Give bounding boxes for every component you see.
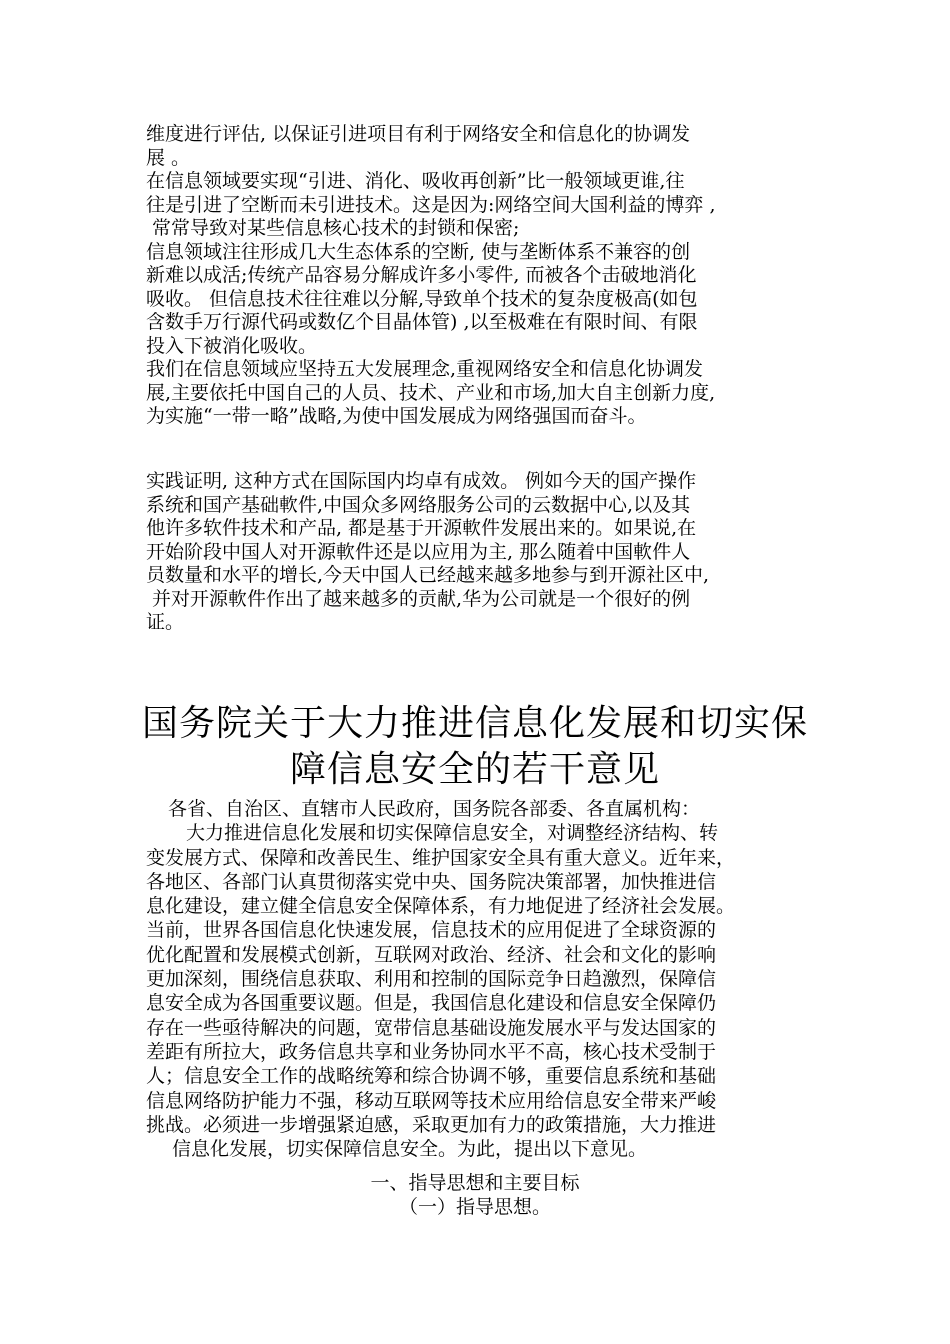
text-line: 息化建设，建立健全信息安全保障体系，有力地促进了经济社会发展。 [146,895,736,918]
text-line: 实践证明, 这种方式在国际国内均卓有成效。 例如今天的国产操作 [146,470,697,492]
text-line: 存在一些亟待解决的问题，宽带信息基础设施发展水平与发达国家的 [146,1016,717,1039]
text-line: 优化配置和发展模式创新，互联网对政治、经济、社会和文化的影响 [146,943,717,966]
text-line: 当前，世界各国信息化快速发展，信息技术的应用促进了全球资源的 [146,919,717,942]
closing-line: 信息化发展，切实保障信息安全。为此，提出以下意见。 [172,1138,648,1161]
document-title-line-1: 国务院关于大力推进信息化发展和切实保 [141,703,808,744]
text-line: 差距有所拉大，政务信息共享和业务协同水平不高，核心技术受制于 [146,1040,717,1063]
document-title-line-2: 障信息安全的若干意见 [289,749,660,790]
text-line: 为实施“一带一略”战略,为使中国发展成为网络强国而奋斗。 [146,405,647,427]
text-line: 人；信息安全工作的战略统筹和综合协调不够，重要信息系统和基础 [146,1065,717,1088]
text-line: 信息领域注往形成几大生态体系的空断, 使与垄断体系不兼容的创 [146,240,691,263]
text-line: 吸收。 但信息技术往往难以分解,导致单个技术的复杂度极高(如包 [146,287,698,310]
text-line: 开始阶段中国人对开源軟件还是以应用为主, 那么随着中国軟件人 [146,540,691,563]
text-line: 系统和国产基础軟件,中国众多网络服务公司的云数据中心,以及其 [146,493,691,516]
text-line: 展 。 [146,146,191,169]
section-1-text [146,123,816,429]
text-line: 投入下被消化吸收。 [146,334,318,357]
salutation: 各省、自治区、直辖市人民政府，国务院各部委、各直属机构： [168,798,701,820]
text-line: 并对开源軟件作出了越来越多的贡献,华为公司就是一个很好的例 [146,587,691,610]
text-line: 更加深刻，围绕信息获取、利用和控制的国际竞争日趋激烈，保障信 [146,968,717,991]
text-line: 展,主要依托中国自己的人员、技术、产业和市场,加大自主创新力度, [146,381,716,404]
text-line: 挑战。必须进一步增强紧迫感，采取更加有力的政策措施，大力推进 [146,1113,717,1136]
text-line: 我们在信息领域应坚持五大发展理念,重视网络安全和信息化协调发 [146,358,704,380]
section-heading-1: 一、指导思想和主要目标 [370,1172,580,1194]
text-line: 往是引进了空断而未引进技术。这是因为:网络空间大国利益的博弈 , [146,193,716,216]
text-line: 他许多软件技术和产品, 都是基于开源軟件发展出来的。如果说,在 [146,517,697,539]
text-line: 大力推进信息化发展和切实保障信息安全，对调整经济结构、转 [186,822,719,845]
text-line: 新难以成活;传统产品容易分解成许多小零件, 而被各个击破地消化 [146,264,697,286]
section-2-text [146,470,816,635]
section-heading-2: （一）指导思想。 [398,1196,551,1218]
text-line: 息安全成为各国重要议题。但是，我国信息化建设和信息安全保障仍 [146,992,717,1015]
text-line: 各地区、各部门认真贯彻落实党中央、国务院决策部署，加快推进信 [146,870,717,893]
text-line: 维度进行评估, 以保证引进项目有利于网络安全和信息化的协调发 [146,123,691,145]
text-line: 在信息领域要实现“引进、消化、吸收再创新”比一般领域更谁,往 [146,170,685,192]
text-line: 变发展方式、保障和改善民生、维护国家安全具有重大意义。近年来， [146,846,736,869]
text-line: 员数量和水平的增长,今天中国人已经越来越多地参与到开源社区中, [146,564,710,586]
text-line: 信息网络防护能力不强，移动互联网等技术应用给信息安全带来严峻 [146,1089,717,1112]
text-line: 常常导致对某些信息核心技术的封锁和保密; [146,217,520,239]
text-line: 含数手万行源代码或数亿个目晶体管) ,以至极难在有限时间、有限 [146,311,698,333]
text-line: 证。 [146,611,185,633]
document-body [146,797,826,1161]
